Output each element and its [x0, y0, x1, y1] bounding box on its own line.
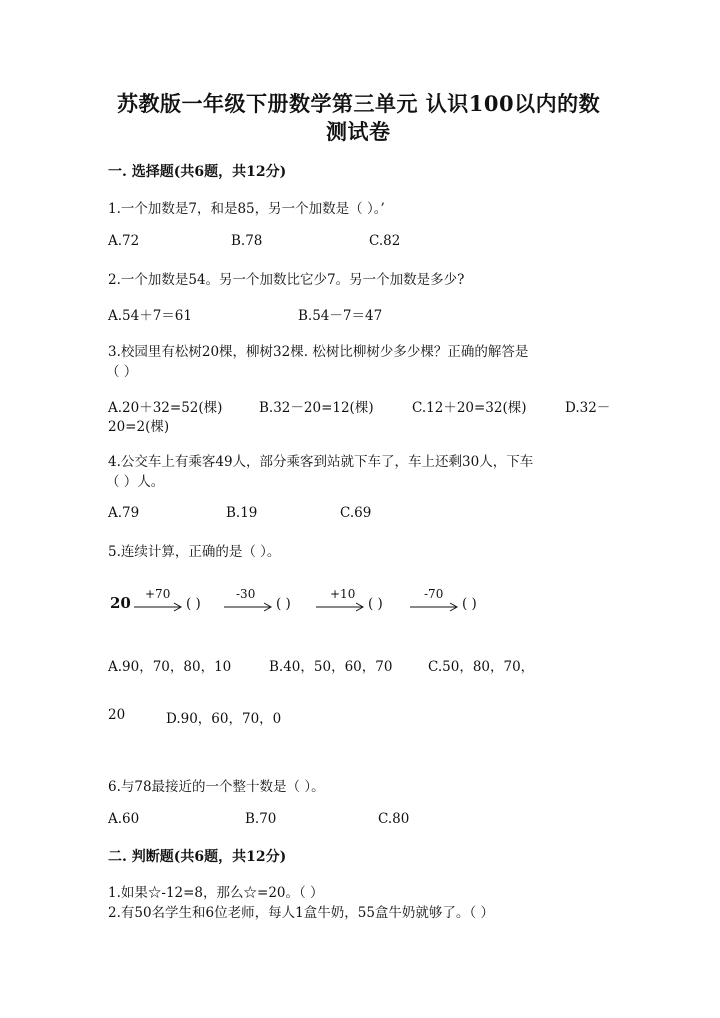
q6-option-b: B.70	[245, 811, 277, 827]
q5-option-c: C.50，80，70，	[428, 659, 535, 675]
flow-step-3-label: +10	[330, 587, 356, 601]
page-title-line2: 测试卷	[326, 119, 391, 144]
flow-arrow-1	[134, 603, 184, 611]
q1-option-c: C.82	[369, 233, 401, 249]
flow-blank-1: ( )	[186, 596, 201, 612]
flow-step-4-label: -70	[424, 587, 444, 601]
q6-option-a: A.60	[108, 811, 140, 827]
q3-option-d: D.32－	[565, 400, 611, 416]
flow-blank-2: ( )	[276, 596, 291, 612]
q4-option-b: B.19	[226, 505, 258, 521]
question-2-text: 2.一个加数是54。另一个加数比它少7。另一个加数是多少?	[108, 272, 465, 288]
flow-start-number: 20	[110, 594, 131, 612]
flow-blank-3: ( )	[368, 596, 383, 612]
flow-step-1-label: +70	[145, 587, 171, 601]
q4-option-c: C.69	[340, 505, 372, 521]
judgment-question-1: 1.如果☆-12=8，那么☆=20。（ ）	[108, 885, 324, 901]
flow-step-2-label: -30	[236, 587, 256, 601]
q4-option-a: A.79	[108, 505, 140, 521]
q2-option-a: A.54＋7＝61	[108, 308, 192, 324]
question-5-text: 5.连续计算，正确的是（ ）。	[108, 544, 281, 560]
flow-arrow-4	[410, 603, 460, 611]
q6-option-c: C.80	[378, 811, 410, 827]
section-heading-choice: 一. 选择题(共6题，共12分)	[108, 164, 287, 180]
judgment-question-2: 2.有50名学生和6位老师，每人1盒牛奶，55盒牛奶就够了。（ ）	[108, 905, 494, 921]
question-3-line2: （ ）	[106, 364, 138, 380]
q3-option-b: B.32－20=12(棵)	[259, 400, 374, 416]
question-6-text: 6.与78最接近的一个整十数是（ ）。	[108, 779, 325, 795]
q5-option-a: A.90，70，80，10	[108, 659, 232, 675]
q3-option-c: C.12＋20=32(棵)	[412, 400, 527, 416]
q5-option-b: B.40，50，60，70	[269, 659, 393, 675]
question-4-line2: （ ）人。	[106, 474, 165, 490]
section-heading-judgment: 二. 判断题(共6题，共12分)	[108, 849, 287, 865]
q5-option-c-continued: 20	[108, 707, 126, 723]
q1-option-a: A.72	[108, 233, 140, 249]
q3-option-a: A.20＋32=52(棵)	[108, 400, 223, 416]
flow-blank-4: ( )	[462, 596, 477, 612]
q5-option-d: D.90，60，70，0	[166, 711, 282, 727]
flow-arrow-3	[316, 603, 366, 611]
page-title-line1: 苏教版一年级下册数学第三单元 认识100以内的数	[117, 91, 601, 116]
question-4-line1: 4.公交车上有乘客49人，部分乘客到站就下车了，车上还剩30人，下车	[108, 454, 534, 470]
q1-option-b: B.78	[231, 233, 263, 249]
q3-option-d-continued: 20=2(棵)	[108, 419, 170, 435]
flow-arrow-2	[224, 603, 274, 611]
q2-option-b: B.54－7＝47	[298, 308, 383, 324]
question-3-line1: 3.校园里有松树20棵，柳树32棵. 松树比柳树少多少棵？正确的解答是	[108, 344, 529, 360]
question-1-text: 1.一个加数是7，和是85，另一个加数是（ ）。’	[108, 201, 385, 217]
